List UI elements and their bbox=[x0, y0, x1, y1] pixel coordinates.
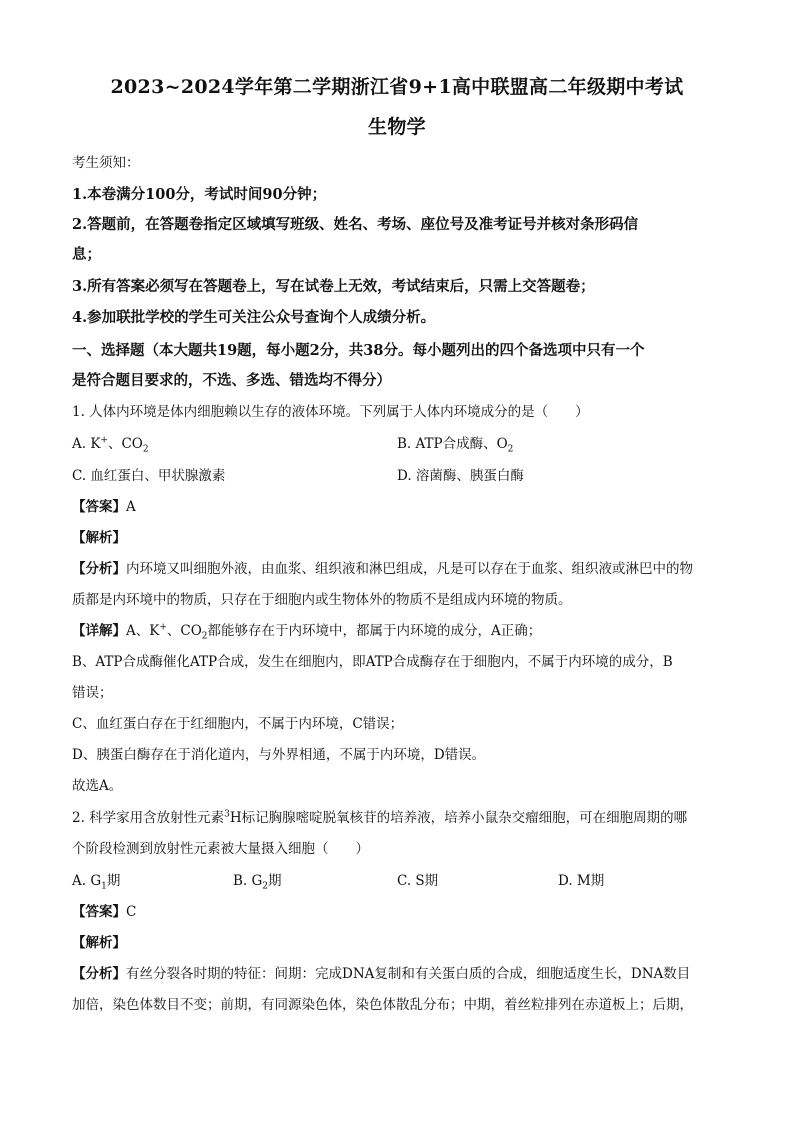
q2-option-b: B. $G_2$期 bbox=[233, 873, 282, 892]
q1-fenxi-line-1: 【分析】内环境又叫细胞外液，由血浆、组织液和淋巴组成，凡是可以存在于血浆、组织液或淋巴中的物 bbox=[72, 561, 693, 577]
notice-item-2: 2.答题前，在答题卷指定区域填写班级、姓名、考场、座位号及准考证号并核对条形码信 bbox=[72, 216, 639, 233]
q1-fenxi-line-2: 质都是内环境中的物质，只存在于细胞内或生物体外的物质不是组成内环境的物质。 bbox=[72, 592, 572, 608]
q1-detail-c: C、血红蛋白存在于红细胞内，不属于内环境，C错误； bbox=[72, 716, 404, 732]
q1-analysis-tag: 【解析】 bbox=[72, 530, 126, 546]
q2-answer: 【答案】C bbox=[72, 904, 137, 920]
notice-heading: 考生须知： bbox=[72, 155, 140, 171]
section-heading-line-2: 是符合题目要求的，不选、多选、错选均不得分） bbox=[72, 372, 391, 389]
q1-option-c: C. 血红蛋白、甲状腺激素 bbox=[72, 468, 226, 484]
q1-detail-b-line-1: B、ATP合成酶催化ATP合成，发生在细胞内，即ATP合成酶存在于细胞内，不属于内环境的成分，B bbox=[72, 654, 673, 670]
q2-stem-line-1: 2. 科学家用含放射性元素$^3$H标记胸腺嘧啶脱氧核苷的培养液，培养小鼠杂交瘤细胞，可在细胞周期的哪 bbox=[72, 809, 688, 826]
q1-option-b: B. ATP合成酶、$O_2$ bbox=[397, 436, 514, 455]
exam-title: 2023~2024学年第二学期浙江省9+1高中联盟高二年级期中考试 bbox=[110, 76, 684, 98]
notice-item-4: 4.参加联批学校的学生可关注公众号查询个人成绩分析。 bbox=[72, 309, 436, 326]
q2-option-c: C. S期 bbox=[397, 873, 439, 889]
q2-option-a: A. $G_1$期 bbox=[72, 873, 121, 892]
section-heading-line-1: 一、选择题（本大题共19题，每小题2分，共38分。每小题列出的四个备选项中只有一个 bbox=[72, 342, 645, 359]
q1-detail-d: D、胰蛋白酶存在于消化道内，与外界相通，不属于内环境，D错误。 bbox=[72, 747, 486, 763]
q2-analysis-tag: 【解析】 bbox=[72, 935, 126, 951]
q1-detail-a: 【详解】A、K+、$CO_2$都能够存在于内环境中，都属于内环境的成分，A正确； bbox=[72, 622, 542, 642]
q2-stem-line-2: 个阶段检测到放射性元素被大量摄入细胞（ ） bbox=[72, 841, 369, 857]
q1-detail-b-line-2: 错误； bbox=[72, 685, 113, 701]
q1-stem: 1. 人体内环境是体内细胞赖以生存的液体环境。下列属于人体内环境成分的是（ ） bbox=[72, 404, 589, 420]
q1-answer: 【答案】A bbox=[72, 499, 136, 515]
notice-item-2-cont: 息； bbox=[72, 246, 101, 263]
q1-conclusion: 故选A。 bbox=[72, 778, 123, 794]
notice-item-1: 1.本卷满分100分，考试时间90分钟； bbox=[72, 186, 327, 203]
subject-title: 生物学 bbox=[368, 116, 426, 138]
q2-fenxi-line-2: 加倍，染色体数目不变；前期，有同源染色体，染色体散乱分布；中期，着丝粒排列在赤道板上；后期， bbox=[72, 997, 693, 1013]
notice-item-3: 3.所有答案必须写在答题卷上，写在试卷上无效，考试结束后，只需上交答题卷； bbox=[72, 278, 595, 295]
q2-fenxi-line-1: 【分析】有丝分裂各时期的特征：间期：完成DNA复制和有关蛋白质的合成，细胞适度生长，DNA数目 bbox=[72, 966, 691, 982]
q1-option-a: A. K+、$CO_2$ bbox=[72, 435, 149, 455]
q1-option-d: D. 溶菌酶、胰蛋白酶 bbox=[397, 468, 524, 484]
q2-option-d: D. M期 bbox=[558, 873, 605, 889]
